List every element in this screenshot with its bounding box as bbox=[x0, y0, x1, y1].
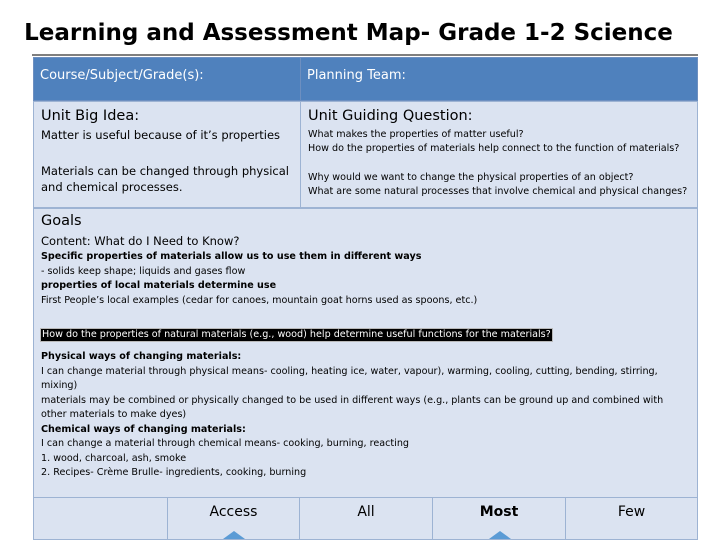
physical-heading: Physical ways of changing materials: bbox=[41, 351, 242, 362]
guiding-question-line-3: Why would we want to change the physical properties of an object? bbox=[308, 172, 634, 183]
big-idea-cell[interactable] bbox=[33, 101, 301, 208]
guiding-question-line-1: What makes the properties of matter useful? bbox=[308, 129, 524, 140]
all-label: All bbox=[357, 504, 375, 520]
content-line-4: First People’s local examples (cedar for canoes, mountain goat horns used as spoons, etc.) bbox=[41, 294, 478, 306]
goals-heading: Goals bbox=[41, 213, 82, 229]
most-label: Most bbox=[479, 504, 519, 520]
content-heading: Content: What do I Need to Know? bbox=[41, 234, 240, 248]
planning-team-cell[interactable] bbox=[300, 57, 698, 101]
course-subject-grade-label: Course/Subject/Grade(s): bbox=[40, 68, 204, 83]
footer-blank-cell[interactable] bbox=[33, 497, 168, 540]
page-title: Learning and Assessment Map- Grade 1-2 Science bbox=[24, 20, 673, 46]
chemical-line-2: 1. wood, charcoal, ash, smoke bbox=[41, 452, 187, 464]
content-line-2: - solids keep shape; liquids and gases flow bbox=[41, 265, 246, 277]
guiding-question-line-4: What are some natural processes that involve chemical and physical changes? bbox=[308, 186, 688, 197]
planning-team-label: Planning Team: bbox=[307, 68, 406, 83]
physical-line-2: mixing) bbox=[41, 380, 78, 391]
highlight-question-wrap bbox=[40, 322, 553, 342]
physical-section bbox=[41, 350, 663, 481]
all-cell[interactable] bbox=[299, 497, 433, 540]
big-idea-item-2b: and chemical processes. bbox=[41, 180, 183, 194]
physical-line-3: materials may be combined or physically changed to be used in different ways (e.g., plants can be ground up and combined with bbox=[41, 394, 664, 406]
chemical-line-3: 2. Recipes- Crème Brulle- ingredients, cooking, burning bbox=[41, 467, 307, 478]
most-cell[interactable] bbox=[432, 497, 566, 540]
access-label: Access bbox=[209, 504, 258, 520]
course-subject-grade-cell[interactable] bbox=[33, 57, 301, 101]
most-marker-icon bbox=[489, 531, 511, 539]
guiding-question-line-2: How do the properties of materials help connect to the function of materials? bbox=[308, 143, 680, 154]
few-label: Few bbox=[617, 504, 646, 520]
big-idea-item-1: Matter is useful because of it’s properties bbox=[41, 128, 281, 142]
few-cell[interactable] bbox=[565, 497, 698, 540]
chemical-line-1: I can change a material through chemical means- cooking, burning, reacting bbox=[41, 438, 409, 449]
highlight-question: How do the properties of natural materials (e.g., wood) help determine useful functions for the materials? bbox=[42, 329, 551, 340]
access-marker-icon bbox=[223, 531, 245, 539]
access-cell[interactable] bbox=[167, 497, 300, 540]
content-line-1: Specific properties of materials allow us to use them in different ways bbox=[41, 251, 422, 262]
chemical-heading: Chemical ways of changing materials: bbox=[41, 423, 246, 435]
guiding-question-heading: Unit Guiding Question: bbox=[308, 108, 473, 124]
content-list bbox=[41, 250, 477, 308]
big-idea-item-2a: Materials can be changed through physical bbox=[41, 164, 289, 178]
goals-cell[interactable] bbox=[33, 208, 698, 498]
guiding-question-cell[interactable] bbox=[300, 101, 698, 208]
physical-line-4: other materials to make dyes) bbox=[41, 409, 187, 420]
content-line-3: properties of local materials determine use bbox=[41, 280, 277, 291]
title-rule bbox=[32, 54, 698, 56]
big-idea-heading: Unit Big Idea: bbox=[41, 108, 140, 124]
physical-line-1: I can change material through physical means- cooling, heating ice, water, vapour), warming, cooling, cutting, bending, stirring, bbox=[41, 365, 658, 377]
